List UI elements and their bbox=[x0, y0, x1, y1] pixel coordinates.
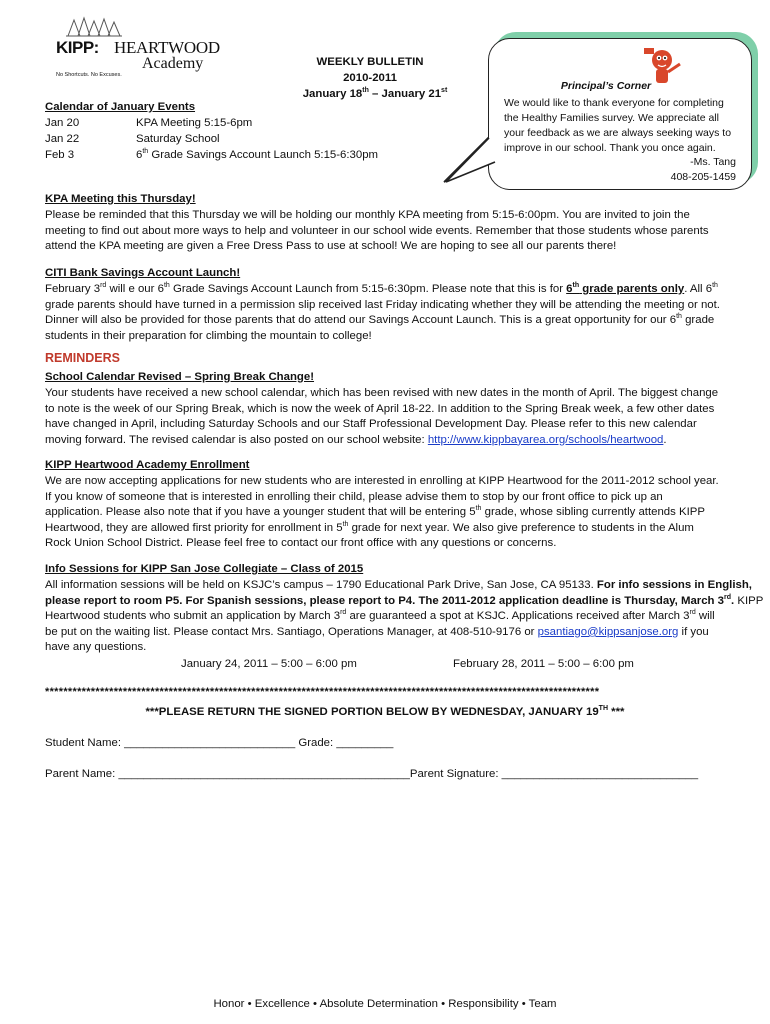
parent-name-line[interactable]: Parent Name: ______________________________________________Parent Signature: _______________________________ bbox=[45, 768, 699, 780]
calendar-event: KPA Meeting 5:15-6pm bbox=[136, 117, 253, 129]
sessions-body: All information sessions will be held on KSJC’s campus – 1790 Educational Park Drive, San Jose, CA 95133. For info sessions in English, please report to room P5. For Spanish sessions, please report to P4. The 2011-2012 application deadline is Thursday, March 3rd. KIPP Heartwood students who submit an application by March 3rd are guaranteed a spot at KSJC. Applications received after March 3rd will be put on the waiting list. Please contact Mrs. Santiago, Operations Manager, at 408-510-9176 or psantiago@kippsanjose.org if you have any questions. bbox=[45, 579, 764, 654]
session-date: January 24, 2011 – 5:00 – 6:00 pm bbox=[181, 658, 357, 670]
logo-tagline: No Shortcuts. No Excuses. bbox=[56, 72, 122, 78]
calendar-date: Jan 20 bbox=[45, 117, 80, 129]
calendar-date: Jan 22 bbox=[45, 133, 80, 145]
footer-values: Honor • Excellence • Absolute Determination • Responsibility • Team bbox=[213, 998, 557, 1010]
kpa-body: Please be reminded that this Thursday we will be holding our monthly KPA meeting from 5:15-6:00pm. You are invited to join the meeting to find out about more ways to help and volunteer in our school wide events. Remember that those students whose parents attend the KPA meeting are given a Free Dress Pass to use at school! We are hoping to see all our parents there! bbox=[45, 209, 709, 253]
student-name-line[interactable]: Student Name: ___________________________ Grade: _________ bbox=[45, 737, 394, 749]
divider-stars: ************************************************************************************************************************* bbox=[45, 686, 600, 698]
principal-phone: 408-205-1459 bbox=[670, 171, 736, 183]
logo-heartwood: HEARTWOOD bbox=[114, 38, 220, 57]
session-date: February 28, 2011 – 5:00 – 6:00 pm bbox=[453, 658, 634, 670]
calendar-date: Feb 3 bbox=[45, 149, 75, 161]
speech-bubble-tail-fill bbox=[441, 131, 501, 191]
calendar-event: 6th Grade Savings Account Launch 5:15-6:30pm bbox=[136, 148, 379, 161]
citi-heading: CITI Bank Savings Account Launch! bbox=[45, 267, 241, 279]
enrollment-heading: KIPP Heartwood Academy Enrollment bbox=[45, 459, 250, 471]
email-link[interactable]: psantiago@kippsanjose.org bbox=[537, 625, 679, 638]
enrollment-body: We are now accepting applications for new students who are interested in enrolling at KIPP Heartwood for the 2011-2012 school year. If you know of someone that is interested in enrolling their child, please advise them to stop by our front office to pick up an application. Please also note that if you have a younger student that will be entering 5th grade, whose sibling currently attends KIPP Heartwood, they are allowed first priority for enrollment in 5th grade for next year. We also give preference to students in the Alum Rock Union School District. Please feel free to contact our front office with any questions or concerns. bbox=[45, 475, 719, 550]
citi-body: February 3rd will e our 6th Grade Savings Account Launch from 5:15-6:30pm. Please note that this is for 6th grade parents only. All 6th grade parents should have turned in a permission slip received last Friday indicating whether they will be attending the meeting or not. Dinner will also be provided for those parents that do attend our Savings Account Launch. This is a great opportunity for our 6th grade students in their preparation for climbing the mountain to college! bbox=[45, 282, 720, 342]
bulletin-dates: January 18th – January 21st bbox=[302, 87, 448, 100]
logo-figures-icon bbox=[64, 16, 124, 38]
logo-kipp: KIPP: bbox=[56, 38, 99, 57]
principal-corner-title: Principal’s Corner bbox=[560, 80, 652, 92]
principal-message: We would like to thank everyone for completing the Healthy Families survey. We appreciate all your feedback as we are always seeking ways to improve in our school. Thank you once again. bbox=[504, 97, 732, 154]
reminders-heading: REMINDERS bbox=[45, 351, 121, 365]
principal-signature: -Ms. Tang bbox=[690, 156, 736, 168]
school-website-link[interactable]: http://www.kippbayarea.org/schools/heartwood bbox=[427, 433, 664, 446]
kpa-heading: KPA Meeting this Thursday! bbox=[45, 193, 196, 205]
return-notice: ***PLEASE RETURN THE SIGNED PORTION BELOW BY WEDNESDAY, JANUARY 19TH *** bbox=[145, 705, 625, 718]
school-logo bbox=[56, 16, 220, 78]
bulletin-title: WEEKLY BULLETIN bbox=[316, 56, 424, 68]
logo-academy: Academy bbox=[142, 55, 204, 72]
calendar-heading: Calendar of January Events bbox=[45, 101, 196, 113]
calendar-revised-body: Your students have received a new school calendar, which has been revised with new dates in the month of April. The biggest change to note is the week of our Spring Break, which is now the week of April 18-22. In addition to the Spring Break week, a few other dates have changed in April, including Saturday Schools and our Staff Professional Development Day. Please refer to this new calendar moving forward. The revised calendar is also posted on our school website: http://www.kippbayarea.org/schools/heartwood. bbox=[45, 387, 719, 446]
bulletin-year: 2010-2011 bbox=[343, 72, 397, 84]
calendar-revised-heading: School Calendar Revised – Spring Break Change! bbox=[45, 371, 315, 383]
sessions-heading: Info Sessions for KIPP San Jose Collegiate – Class of 2015 bbox=[45, 563, 364, 575]
calendar-event: Saturday School bbox=[136, 133, 220, 145]
